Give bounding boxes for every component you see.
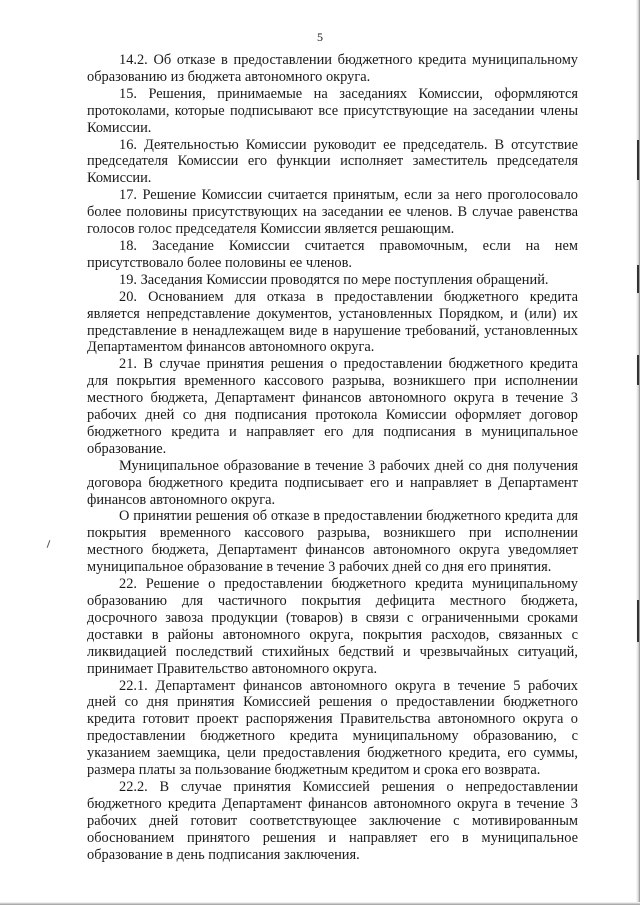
paragraph-19: 19. Заседания Комиссии проводятся по мере поступления обращений. [119,271,549,288]
document-body [87,52,578,864]
scan-mark [637,355,639,385]
paragraph-16: 16. Деятельностью Комиссии руководит ее председатель. В отсутствие председателя Комиссии его функции исполняет заместитель председателя Комиссии. [87,136,578,187]
scan-mark [637,140,639,180]
scan-mark [637,265,639,293]
paragraph-22-2: 22.2. В случае принятия Комиссией решения о непредоставлении бюджетного кредита Департамент финансов автономного округа в течение 3 рабочих дней готовит соответствующее заключение с мотивированным обоснованием принятого решения и направляет его в муниципальное образование в день подписания заключения. [87,778,578,863]
paragraph-14-2: 14.2. Об отказе в предоставлении бюджетного кредита муниципальному образованию из бюджета автономного округа. [87,52,578,85]
paragraph-21-refusal: О принятии решения об отказе в предоставлении бюджетного кредита для покрытия временного кассового разрыва, возникшего при исполнении местного бюджета, Департамент финансов автономного округа уведомляет муниципальное образование в течение 3 рабочих дней со дня его принятия. [87,508,578,576]
paragraph-22-1: 22.1. Департамент финансов автономного округа в течение 5 рабочих дней со дня принятия Комиссией решения о предоставлении бюджетного кредита готовит проект распоряжения Правительства автономного округа о предоставлении бюджетного кредита муниципальному образованию, с указанием заемщика, цели предоставления бюджетного кредита, его суммы, размера платы за пользование бюджетным кредитом и срока его возврата. [87,677,578,779]
stray-mark [47,540,51,548]
paragraph-20: 20. Основанием для отказа в предоставлении бюджетного кредита является непредставление документов, установленных Порядком, и (или) их представление в ненадлежащем виде в нарушение требований, установленных Департаментом финансов автономного округа. [87,288,578,356]
paragraph-18: 18. Заседание Комиссии считается правомочным, если на нем присутствовало более половины ее членов. [87,237,578,271]
paragraph-21-contract: Муниципальное образование в течение 3 рабочих дней со дня получения договора бюджетного кредита подписывает его и направляет в Департамент финансов автономного округа. [87,457,578,508]
paragraph-17: 17. Решение Комиссии считается принятым, если за него проголосовало более половины присутствующих на заседании ее членов. В случае равенства голосов голос председателя Комиссии является решающим. [87,187,578,238]
scan-edge-right [636,0,640,905]
paragraph-21: 21. В случае принятия решения о предоставлении бюджетного кредита для покрытия временного кассового разрыва, возникшего при исполнении местного бюджета, Департамент финансов автономного округа в течение 3 рабочих дней со дня подписания протокола Комиссии оформляет договор бюджетного кредита и направляет его для подписания в муниципальное образование. [87,356,578,457]
paragraph-15: 15. Решения, принимаемые на заседаниях Комиссии, оформляются протоколами, которые подписывают все присутствующие на заседании члены Комиссии. [87,85,578,136]
scan-mark [637,600,639,642]
paragraph-22: 22. Решение о предоставлении бюджетного кредита муниципальному образованию для частичного покрытия дефицита местного бюджета, досрочного завоза продукции (товаров) в связи с ограниченными сроками доставки в районы автономного округа, покрытия расходов, связанных с ликвидацией последствий стихийных бедствий и чрезвычайных ситуаций, принимает Правительство автономного округа. [87,576,578,677]
page-number: 5 [317,30,323,44]
